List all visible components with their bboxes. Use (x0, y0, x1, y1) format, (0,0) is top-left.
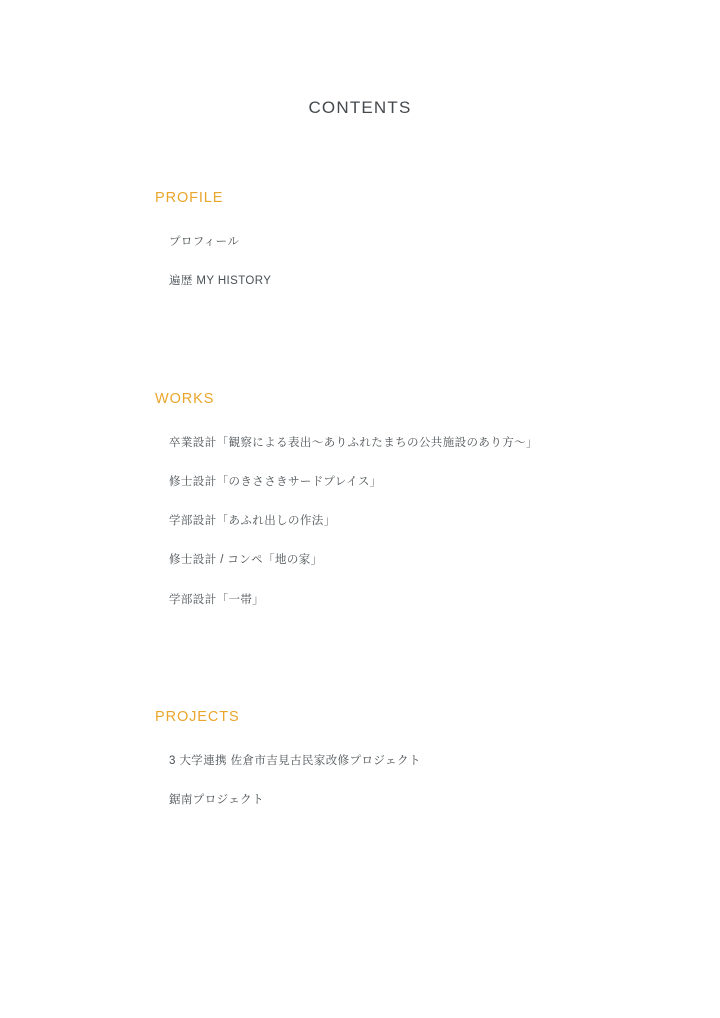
list-item[interactable]: プロフィール (169, 236, 240, 248)
list-item[interactable]: 鋸南プロジェクト (169, 794, 264, 806)
section-spacer (155, 671, 675, 709)
list-item[interactable]: 遍歴 MY HISTORY (169, 275, 272, 288)
list-item[interactable]: 学部設計「あふれ出しの作法」 (169, 515, 336, 527)
list-item[interactable]: 修士設計 / コンペ「地の家」 (169, 554, 323, 567)
page-title: CONTENTS (308, 98, 412, 117)
section-heading-projects: PROJECTS (155, 708, 240, 725)
section-profile (155, 190, 675, 291)
list-item[interactable]: 学部設計「一帯」 (169, 593, 265, 606)
contents-list (155, 190, 675, 809)
section-heading-works: WORKS (155, 390, 215, 407)
list-item[interactable]: 修士設計「のきささきサードプレイス」 (169, 475, 382, 488)
entry-list-profile (155, 234, 675, 291)
entry-list-works (155, 435, 675, 609)
list-item[interactable]: 3 大学連携 佐倉市吉見古民家改修プロジェクト (169, 754, 421, 767)
entry-list-projects (155, 753, 675, 810)
section-heading-profile: PROFILE (155, 190, 224, 206)
section-projects (155, 709, 675, 810)
list-item[interactable]: 卒業設計「観察による表出〜ありふれたまちの公共施設のあり方〜」 (169, 436, 538, 449)
section-spacer (155, 353, 675, 391)
section-works (155, 391, 675, 609)
